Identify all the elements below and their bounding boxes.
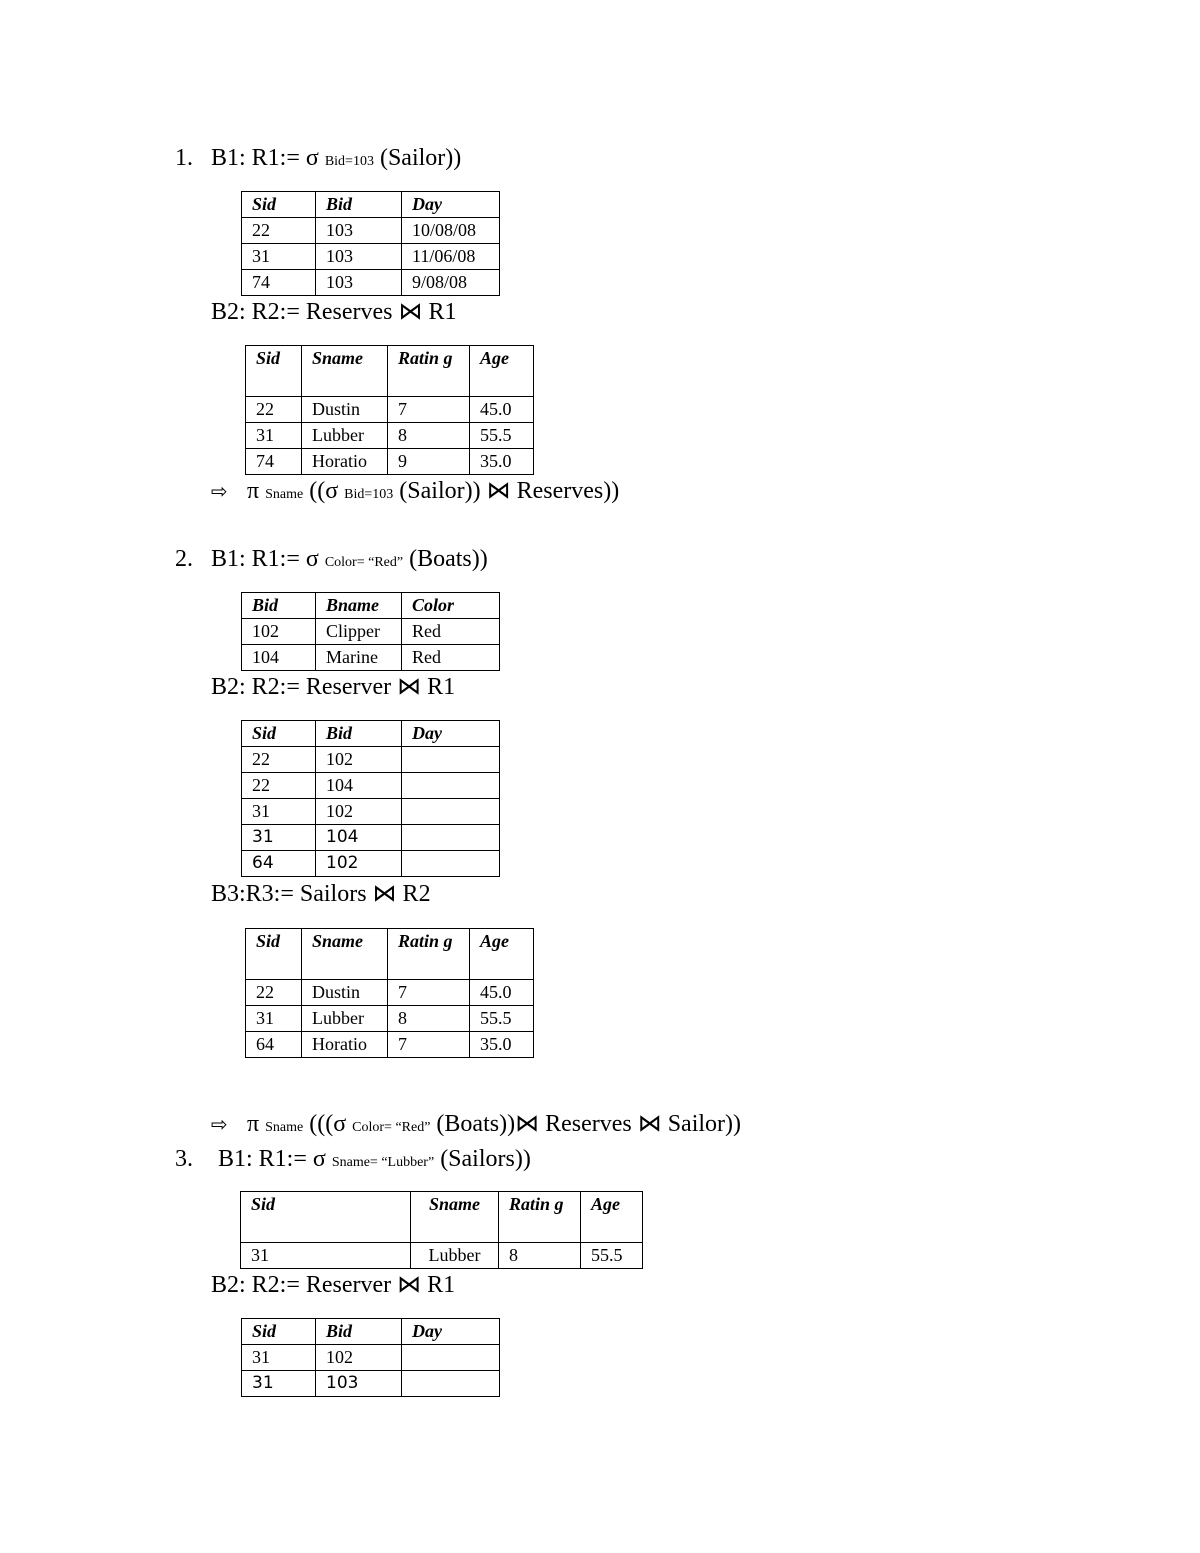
column-header: Day [402,192,500,218]
table-cell: Dustin [302,980,388,1006]
table-cell: Lubber [302,1006,388,1032]
arrow-icon: ⇨ [211,1112,228,1136]
q3-b1-suffix: (Sailors)) [440,1146,531,1172]
table-cell: 11/06/08 [402,244,500,270]
table-row [242,747,500,773]
table-cell: Red [402,619,500,645]
table-cell: 74 [246,449,302,475]
table-cell [402,825,500,851]
q1-result [211,477,619,509]
q3-table1 [240,1191,643,1269]
q2-result-prefix: π [247,1111,260,1137]
q2-table2 [241,720,500,877]
column-header: Age [470,929,534,980]
q2-result-projection: Sname [265,1120,304,1135]
table-cell: 102 [316,851,402,877]
column-header: Sname [302,929,388,980]
column-header: Age [470,346,534,397]
table-cell: Lubber [411,1243,499,1269]
table-header-row [246,346,534,397]
column-header: Sid [242,192,316,218]
table-cell: 103 [316,270,402,296]
q1-result-projection: Sname [265,487,304,502]
table-cell: 45.0 [470,397,534,423]
table-header-row [242,721,500,747]
column-header: Ratin g [388,346,470,397]
q2-b1-prefix: B1: R1:= σ [211,546,319,572]
table-cell: 31 [242,1371,316,1397]
q3-b1-condition: Sname= “Lubber” [331,1155,435,1170]
q3-step2: B2: R2:= Reserver ⋈ R1 [211,1272,456,1298]
table-cell: 8 [388,1006,470,1032]
table-cell: 31 [246,1006,302,1032]
q2-number: 2. [175,546,193,572]
column-header: Ratin g [388,929,470,980]
column-header: Sid [242,721,316,747]
table-cell: 22 [246,980,302,1006]
table-cell: 9 [388,449,470,475]
column-header: Sname [411,1192,499,1243]
table-cell [402,773,500,799]
column-header: Day [402,721,500,747]
arrow-icon: ⇨ [211,479,228,503]
q1-result-mid: ((σ [309,478,339,504]
table-cell: 64 [242,851,316,877]
table-row [246,1032,534,1058]
column-header: Color [402,593,500,619]
table-row [242,773,500,799]
q2-result-suffix: (Boats))⋈ Reserves ⋈ Sailor)) [436,1111,742,1137]
q2-b1-condition: Color= “Red” [324,555,404,570]
table-cell: 55.5 [470,423,534,449]
q1-result-condition: Bid=103 [344,487,394,502]
column-header: Bid [316,721,402,747]
column-header: Sname [302,346,388,397]
table-row [242,799,500,825]
q2-result-mid: (((σ [309,1111,347,1137]
q1-step2: B2: R2:= Reserves ⋈ R1 [211,299,457,325]
table-cell: 74 [242,270,316,296]
table-row [246,1006,534,1032]
table-cell: 102 [316,747,402,773]
column-header: Ratin g [499,1192,581,1243]
table-cell: 8 [499,1243,581,1269]
q3-number: 3. [175,1146,193,1172]
column-header: Bid [316,1319,402,1345]
table-cell: 104 [242,645,316,671]
table-cell: Lubber [302,423,388,449]
column-header: Sid [242,1319,316,1345]
column-header: Age [581,1192,643,1243]
table-cell: 55.5 [581,1243,643,1269]
table-cell: 104 [316,773,402,799]
table-cell: 7 [388,980,470,1006]
table-cell: 22 [242,773,316,799]
q2-table1 [241,592,500,671]
q3-b1-prefix: B1: R1:= σ [218,1146,326,1172]
table-cell: 22 [246,397,302,423]
table-cell: Clipper [316,619,402,645]
table-row [246,397,534,423]
table-cell: 31 [242,244,316,270]
q2-table3 [245,928,534,1058]
table-cell [402,1371,500,1397]
table-cell: Horatio [302,1032,388,1058]
table-header-row [242,593,500,619]
q1-table2 [245,345,534,475]
table-cell: 22 [242,747,316,773]
table-row [242,244,500,270]
table-cell: 7 [388,1032,470,1058]
q2-step2: B2: R2:= Reserver ⋈ R1 [211,674,456,700]
table-cell [402,799,500,825]
column-header: Bname [316,593,402,619]
table-row [242,218,500,244]
table-row [242,645,500,671]
q3-step1 [175,1145,531,1177]
table-cell [402,747,500,773]
table-cell: 45.0 [470,980,534,1006]
table-cell: 103 [316,218,402,244]
table-cell [402,851,500,877]
q2-step3: B3:R3:= Sailors ⋈ R2 [211,881,431,907]
q1-table1 [241,191,500,296]
table-cell: 103 [316,1371,402,1397]
table-cell: 103 [316,244,402,270]
q1-number: 1. [175,145,193,171]
q1-result-suffix: (Sailor)) ⋈ Reserves)) [399,478,620,504]
table-cell: Marine [316,645,402,671]
table-cell: 9/08/08 [402,270,500,296]
table-row [246,449,534,475]
q1-b1-prefix: B1: R1:= σ [211,145,319,171]
table-row [242,619,500,645]
table-cell: 31 [242,825,316,851]
table-cell: 10/08/08 [402,218,500,244]
table-cell: 104 [316,825,402,851]
column-header: Bid [242,593,316,619]
table-row [242,1371,500,1397]
table-header-row [241,1192,643,1243]
table-cell: 31 [241,1243,411,1269]
table-header-row [242,1319,500,1345]
table-cell: 7 [388,397,470,423]
table-cell: 102 [316,799,402,825]
table-cell: Red [402,645,500,671]
table-cell: 8 [388,423,470,449]
column-header: Sid [246,346,302,397]
q2-b1-suffix: (Boats)) [409,546,488,572]
table-cell: 22 [242,218,316,244]
column-header: Sid [241,1192,411,1243]
q1-result-prefix: π [247,478,260,504]
table-cell: Dustin [302,397,388,423]
table-cell: 35.0 [470,1032,534,1058]
table-row [242,1345,500,1371]
table-cell: Horatio [302,449,388,475]
q2-step1 [175,545,488,577]
table-cell: 102 [242,619,316,645]
table-cell: 31 [242,1345,316,1371]
q1-step1 [175,144,461,176]
column-header: Day [402,1319,500,1345]
column-header: Bid [316,192,402,218]
q1-b1-suffix: (Sailor)) [379,145,462,171]
table-row [242,851,500,877]
q2-result-condition: Color= “Red” [352,1120,431,1135]
table-cell: 55.5 [470,1006,534,1032]
table-header-row [242,192,500,218]
column-header: Sid [246,929,302,980]
table-row [241,1243,643,1269]
table-cell: 31 [242,799,316,825]
table-cell: 102 [316,1345,402,1371]
table-cell: 31 [246,423,302,449]
table-cell: 35.0 [470,449,534,475]
table-header-row [246,929,534,980]
table-row [246,980,534,1006]
table-row [242,270,500,296]
table-cell [402,1345,500,1371]
q3-table2 [241,1318,500,1397]
q1-b1-condition: Bid=103 [324,154,374,169]
q2-result [211,1110,741,1142]
table-cell: 64 [246,1032,302,1058]
table-row [242,825,500,851]
table-row [246,423,534,449]
